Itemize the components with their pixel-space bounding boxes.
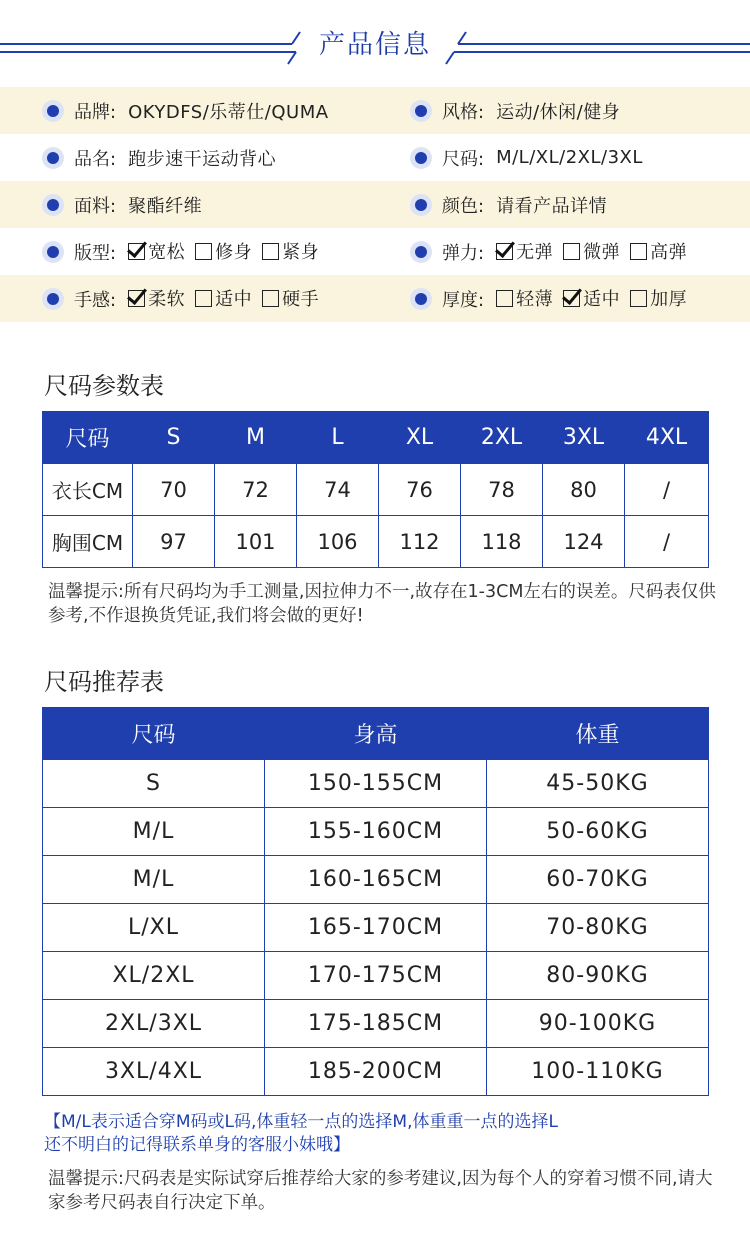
- info-item-elasticity: [410, 228, 697, 275]
- column-header: 体重: [487, 708, 709, 760]
- option-group: [128, 285, 329, 312]
- info-label: 弹力:: [442, 242, 485, 264]
- table-cell: 45-50KG: [487, 760, 709, 808]
- checkbox-option: [496, 238, 553, 264]
- section-header: [0, 0, 750, 80]
- table-row: [43, 904, 709, 952]
- checkbox-option: [195, 238, 252, 264]
- table-row: [43, 1048, 709, 1096]
- info-label: 颜色:: [442, 195, 485, 217]
- table-row: [43, 952, 709, 1000]
- table-cell: M/L: [43, 808, 265, 856]
- table-cell: 101: [215, 516, 297, 568]
- info-value: OKYDFS/乐蒂仕/QUMA: [128, 101, 329, 123]
- checkbox-option: [496, 285, 553, 311]
- checkbox-empty-icon: [630, 243, 647, 260]
- table-header-row: [43, 708, 709, 760]
- info-label: 品名:: [74, 148, 117, 170]
- table-cell: 165-170CM: [265, 904, 487, 952]
- info-value: 跑步速干运动背心: [128, 148, 277, 170]
- table-cell: 150-155CM: [265, 760, 487, 808]
- table-cell: 76: [379, 464, 461, 516]
- info-row: [0, 181, 750, 228]
- bullet-icon: [42, 100, 64, 122]
- checkbox-option: [128, 285, 185, 311]
- checkbox-checked-icon: [128, 243, 145, 260]
- checkbox-empty-icon: [195, 290, 212, 307]
- info-item-brand: [42, 87, 329, 134]
- bullet-icon: [410, 241, 432, 263]
- table-cell: 90-100KG: [487, 1000, 709, 1048]
- checkbox-option: [262, 285, 319, 311]
- table-cell: XL/2XL: [43, 952, 265, 1000]
- table-cell: 78: [461, 464, 543, 516]
- table-cell: 155-160CM: [265, 808, 487, 856]
- checkbox-label: 宽松: [148, 242, 186, 264]
- checkbox-option: [128, 238, 185, 264]
- checkbox-label: 微弹: [583, 242, 621, 264]
- bullet-icon: [42, 147, 64, 169]
- blue-note-line: 还不明白的记得联系单身的客服小妹哦】: [44, 1135, 350, 1155]
- info-item-thickness: [410, 275, 697, 322]
- column-header: 尺码: [43, 412, 133, 464]
- recommend-table-title: 尺码推荐表: [44, 668, 164, 696]
- column-header: XL: [379, 412, 461, 464]
- checkbox-option: [262, 238, 319, 264]
- bullet-icon: [42, 194, 64, 216]
- info-value: 请看产品详情: [496, 195, 608, 217]
- checkbox-option: [630, 238, 687, 264]
- table-cell: 97: [133, 516, 215, 568]
- info-item-product-name: [42, 134, 276, 181]
- table-cell: 70: [133, 464, 215, 516]
- info-row: [0, 87, 750, 134]
- checkbox-checked-icon: [496, 243, 513, 260]
- table-row: [43, 856, 709, 904]
- info-item-fabric: [42, 181, 202, 228]
- checkbox-checked-icon: [563, 290, 580, 307]
- table-row: [43, 516, 709, 568]
- info-label: 尺码:: [442, 148, 485, 170]
- checkbox-label: 柔软: [148, 289, 186, 311]
- column-header: 2XL: [461, 412, 543, 464]
- size-table-note: 温馨提示:所有尺码均为手工测量,因拉伸力不一,故存在1-3CM左右的误差。尺码表仅供参考,不作退换货凭证,我们将会做的更好!: [48, 582, 716, 626]
- checkbox-option: [563, 238, 620, 264]
- column-header: M: [215, 412, 297, 464]
- option-group: [496, 238, 697, 265]
- table-cell: 185-200CM: [265, 1048, 487, 1096]
- option-group: [496, 285, 697, 312]
- size-parameter-table: [42, 411, 709, 568]
- table-cell: 170-175CM: [265, 952, 487, 1000]
- table-cell: 160-165CM: [265, 856, 487, 904]
- table-cell: 50-60KG: [487, 808, 709, 856]
- table-cell: 112: [379, 516, 461, 568]
- table-cell: 74: [297, 464, 379, 516]
- info-row: [0, 275, 750, 322]
- table-cell: 70-80KG: [487, 904, 709, 952]
- checkbox-label: 硬手: [282, 289, 320, 311]
- table-cell: 2XL/3XL: [43, 1000, 265, 1048]
- info-label: 版型:: [74, 242, 117, 264]
- checkbox-option: [630, 285, 687, 311]
- page-title: 产品信息: [318, 30, 431, 60]
- info-label: 面料:: [74, 195, 117, 217]
- info-label: 风格:: [442, 101, 485, 123]
- info-label: 手感:: [74, 289, 117, 311]
- table-cell: 175-185CM: [265, 1000, 487, 1048]
- checkbox-option: [563, 285, 620, 311]
- checkbox-label: 适中: [583, 289, 621, 311]
- table-cell: 100-110KG: [487, 1048, 709, 1096]
- option-group: [128, 238, 329, 265]
- checkbox-label: 修身: [215, 242, 253, 264]
- bullet-icon: [410, 100, 432, 122]
- table-cell: /: [625, 464, 709, 516]
- table-cell: 3XL/4XL: [43, 1048, 265, 1096]
- column-header: 4XL: [625, 412, 709, 464]
- size-table-title: 尺码参数表: [44, 372, 164, 400]
- column-header: 3XL: [543, 412, 625, 464]
- table-cell: 106: [297, 516, 379, 568]
- recommend-table-note: 温馨提示:尺码表是实际试穿后推荐给大家的参考建议,因为每个人的穿着习惯不同,请大家参考尺码表自行决定下单。: [48, 1169, 713, 1213]
- table-cell: 118: [461, 516, 543, 568]
- checkbox-empty-icon: [262, 290, 279, 307]
- info-item-fit: [42, 228, 329, 275]
- info-label: 品牌:: [74, 101, 117, 123]
- info-value: M/L/XL/2XL/3XL: [496, 147, 643, 168]
- checkbox-empty-icon: [262, 243, 279, 260]
- blue-note-line: 【M/L表示适合穿M码或L码,体重轻一点的选择M,体重重一点的选择L: [44, 1112, 558, 1132]
- checkbox-label: 轻薄: [516, 289, 554, 311]
- info-item-style: [410, 87, 620, 134]
- table-cell: 80-90KG: [487, 952, 709, 1000]
- table-cell: M/L: [43, 856, 265, 904]
- checkbox-label: 无弹: [516, 242, 554, 264]
- table-cell: 80: [543, 464, 625, 516]
- column-header: L: [297, 412, 379, 464]
- recommend-blue-note: [44, 1111, 734, 1157]
- bullet-icon: [42, 241, 64, 263]
- column-header: 尺码: [43, 708, 265, 760]
- product-info-list: [0, 87, 750, 322]
- info-item-sizes: [410, 134, 643, 181]
- column-header: 身高: [265, 708, 487, 760]
- checkbox-empty-icon: [496, 290, 513, 307]
- table-row: [43, 760, 709, 808]
- table-cell: L/XL: [43, 904, 265, 952]
- info-value: 运动/休闲/健身: [496, 101, 621, 123]
- table-cell: 60-70KG: [487, 856, 709, 904]
- info-row: [0, 134, 750, 181]
- bullet-icon: [410, 194, 432, 216]
- checkbox-label: 加厚: [650, 289, 688, 311]
- checkbox-empty-icon: [630, 290, 647, 307]
- info-row: [0, 228, 750, 275]
- size-recommend-table: [42, 707, 709, 1096]
- checkbox-option: [195, 285, 252, 311]
- table-row: [43, 808, 709, 856]
- info-item-feel: [42, 275, 329, 322]
- info-label: 厚度:: [442, 289, 485, 311]
- row-header: 胸围CM: [43, 516, 133, 568]
- table-row: [43, 464, 709, 516]
- column-header: S: [133, 412, 215, 464]
- table-cell: S: [43, 760, 265, 808]
- table-cell: 124: [543, 516, 625, 568]
- checkbox-empty-icon: [563, 243, 580, 260]
- info-item-color: [410, 181, 607, 228]
- table-row: [43, 1000, 709, 1048]
- table-header-row: [43, 412, 709, 464]
- checkbox-label: 高弹: [650, 242, 688, 264]
- checkbox-checked-icon: [128, 290, 145, 307]
- checkbox-label: 紧身: [282, 242, 320, 264]
- checkbox-label: 适中: [215, 289, 253, 311]
- row-header: 衣长CM: [43, 464, 133, 516]
- bullet-icon: [410, 288, 432, 310]
- table-cell: /: [625, 516, 709, 568]
- info-value: 聚酯纤维: [128, 195, 203, 217]
- bullet-icon: [410, 147, 432, 169]
- table-cell: 72: [215, 464, 297, 516]
- bullet-icon: [42, 288, 64, 310]
- checkbox-empty-icon: [195, 243, 212, 260]
